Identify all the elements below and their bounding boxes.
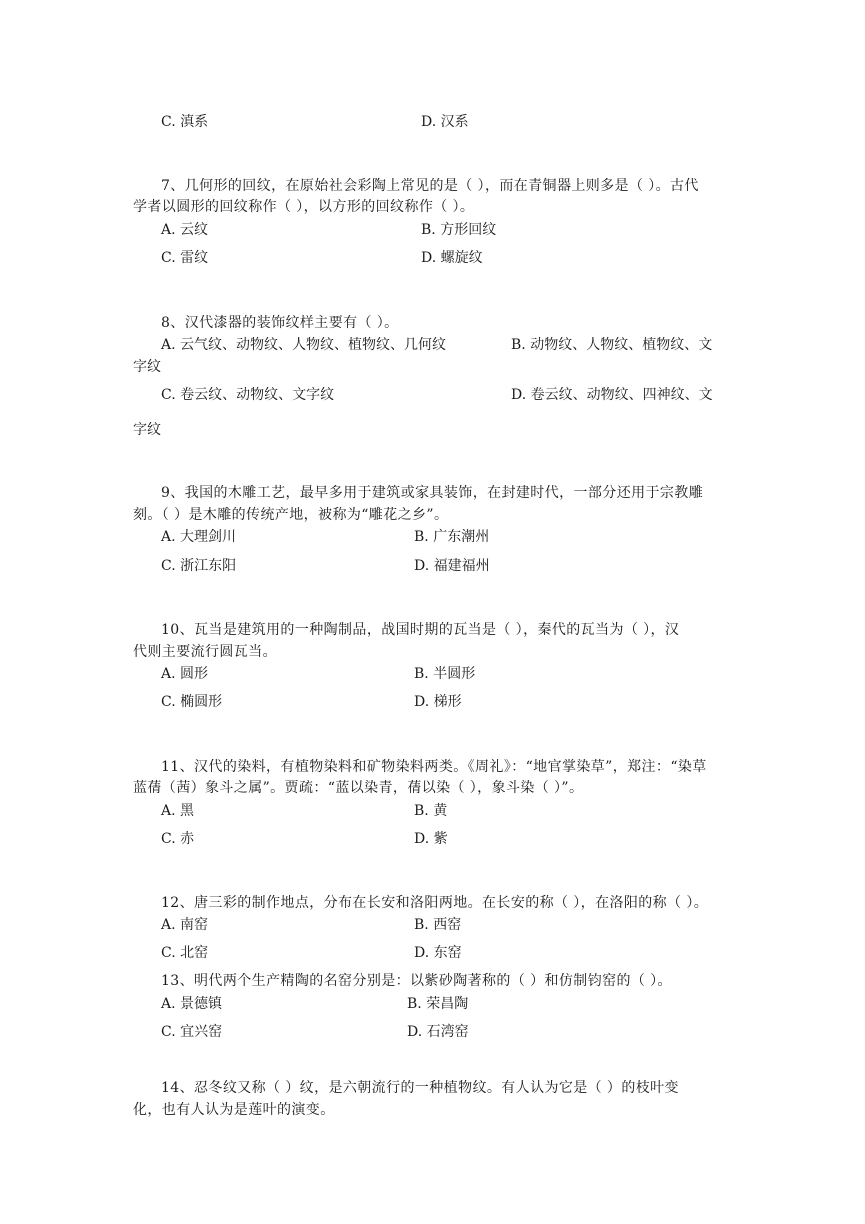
q9-option-c: C. 浙江东阳 [161, 558, 237, 574]
q8-option-d-cont: 字纹 [133, 422, 161, 438]
q10-option-b: B. 半圆形 [414, 666, 476, 682]
q8-option-d: D. 卷云纹、动物纹、四神纹、文 [511, 387, 713, 403]
q8-option-b-cont: 字纹 [133, 359, 161, 375]
q10-option-d: D. 梯形 [414, 694, 462, 710]
q10-option-c: C. 椭圆形 [161, 694, 223, 710]
q10-stem-line1: 10、瓦当是建筑用的一种陶制品，战国时期的瓦当是（ ），秦代的瓦当为（ ），汉 [161, 622, 680, 638]
q14-stem-line2: 化，也有人认为是莲叶的演变。 [133, 1102, 335, 1118]
q9-option-a: A. 大理剑川 [161, 529, 237, 545]
q12-option-c: C. 北窑 [161, 945, 209, 961]
q12-stem-line1: 12、唐三彩的制作地点，分布在长安和洛阳两地。在长安的称（ ），在洛阳的称（ ）。 [161, 895, 709, 911]
q12-option-d: D. 东窑 [414, 945, 462, 961]
q9-option-b: B. 广东潮州 [414, 529, 490, 545]
q8-option-a: A. 云气纹、动物纹、人物纹、植物纹、几何纹 [161, 337, 447, 353]
q6-option-d: D. 汉系 [421, 114, 469, 130]
q8-option-b: B. 动物纹、人物纹、植物纹、文 [511, 337, 713, 353]
q14-stem-line1: 14、忍冬纹又称（ ）纹，是六朝流行的一种植物纹。有人认为它是（ ）的枝叶变 [161, 1080, 679, 1096]
q11-stem-line1: 11、汉代的染料，有植物染料和矿物染料两类。《周礼》：“地官掌染草”，郑注：“染草 [161, 759, 707, 775]
q7-option-d: D. 螺旋纹 [421, 250, 483, 266]
q8-option-c: C. 卷云纹、动物纹、文字纹 [161, 387, 335, 403]
q11-option-c: C. 赤 [161, 831, 195, 847]
q10-stem-line2: 代则主要流行圆瓦当。 [133, 644, 277, 660]
q9-option-d: D. 福建福州 [414, 558, 490, 574]
q11-option-d: D. 紫 [414, 831, 448, 847]
q7-option-c: C. 雷纹 [161, 250, 209, 266]
q7-option-b: B. 方形回纹 [421, 222, 497, 238]
q13-option-d: D. 石湾窑 [407, 1024, 469, 1040]
q13-stem-line1: 13、明代两个生产精陶的名窑分别是：以紫砂陶著称的（ ）和仿制钧窑的（ ）。 [161, 973, 672, 989]
q13-option-a: A. 景德镇 [161, 996, 223, 1012]
q7-stem-line2: 学者以圆形的回纹称作（ ），以方形的回纹称作（ ）。 [133, 199, 475, 215]
q12-option-a: A. 南窑 [161, 917, 209, 933]
q9-stem-line1: 9、我国的木雕工艺，最早多用于建筑或家具装饰，在封建时代，一部分还用于宗教雕 [161, 485, 704, 501]
q13-option-b: B. 荣昌陶 [407, 996, 469, 1012]
q12-option-b: B. 西窑 [414, 917, 462, 933]
q11-option-b: B. 黄 [414, 803, 448, 819]
q11-stem-line2: 蓝蒨（茜）象斗之属”。贾疏：“蓝以染青，蒨以染（ ），象斗染（ ）”。 [133, 780, 584, 796]
q7-option-a: A. 云纹 [161, 222, 209, 238]
q10-option-a: A. 圆形 [161, 666, 209, 682]
q7-stem-line1: 7、几何形的回纹，在原始社会彩陶上常见的是（ ），而在青铜器上则多是（ ）。古代 [161, 178, 699, 194]
q6-option-c: C. 滇系 [161, 114, 209, 130]
q13-option-c: C. 宜兴窑 [161, 1024, 223, 1040]
q9-stem-line2: 刻。（ ）是木雕的传统产地，被称为“雕花之乡”。 [133, 507, 449, 523]
q11-option-a: A. 黑 [161, 803, 195, 819]
q8-stem-line1: 8、汉代漆器的装饰纹样主要有（ ）。 [161, 315, 399, 331]
